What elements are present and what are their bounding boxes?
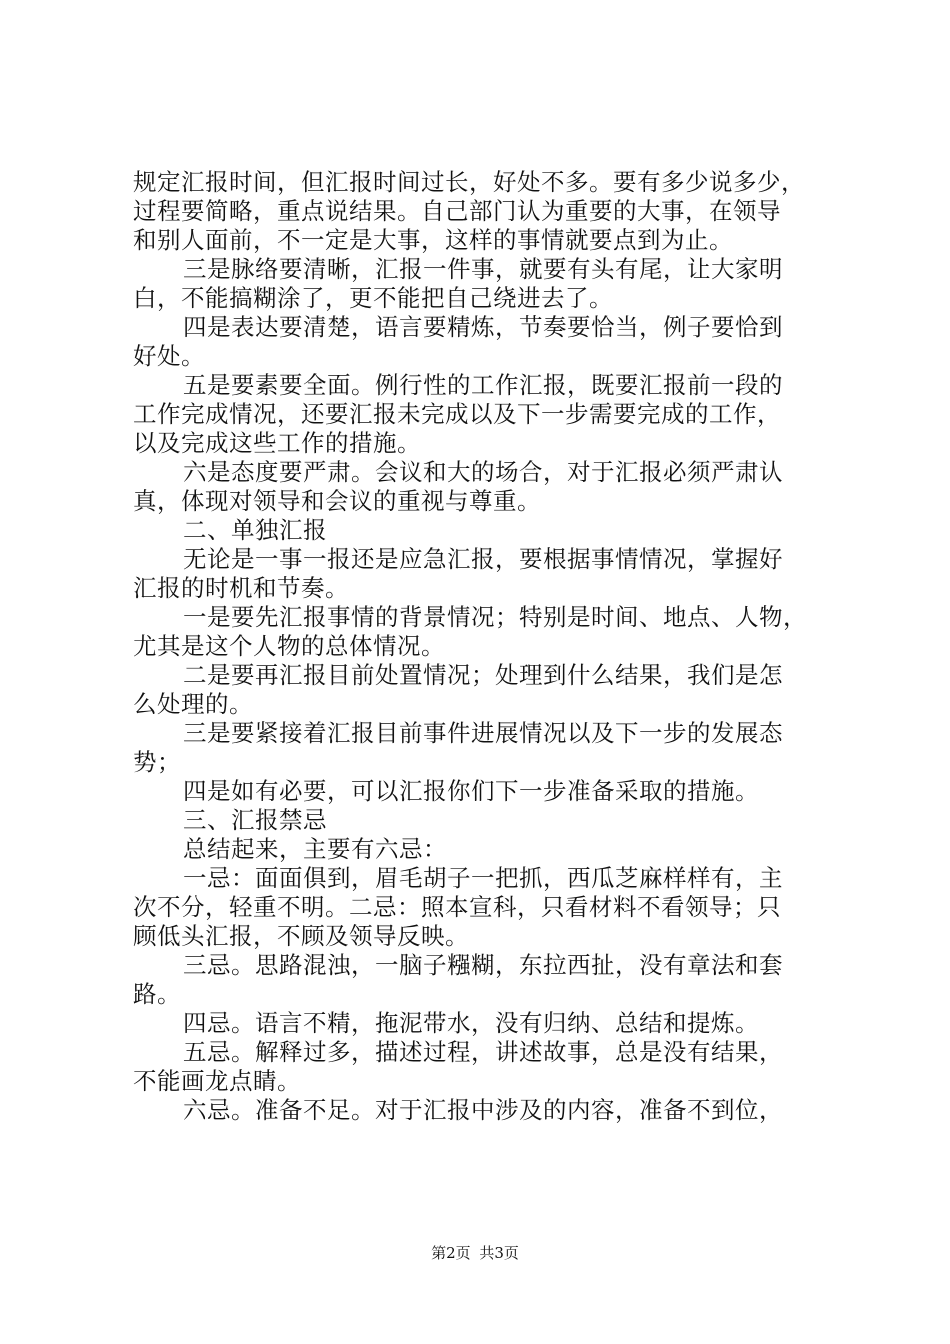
page-total: 共3页 [479,1244,519,1262]
text-line: 三是脉络要清晰，汇报一件事，就要有头有尾，让大家明 [183,255,783,283]
text-line: 二、单独汇报 [183,516,327,544]
text-line: 四是表达要清楚，语言要精炼，节奏要恰当，例子要恰到 [183,313,783,341]
text-line: 六忌。准备不足。对于汇报中涉及的内容，准备不到位， [183,1096,783,1124]
text-line: 白，不能搞糊涂了，更不能把自己绕进去了。 [133,284,613,312]
text-line: 无论是一事一报还是应急汇报，要根据事情情况，掌握好 [183,545,783,573]
text-line: 五是要素要全面。例行性的工作汇报，既要汇报前一段的 [183,371,783,399]
text-line: 次不分，轻重不明。二忌：照本宣科，只看材料不看领导；只 [133,893,781,921]
text-line: 一是要先汇报事情的背景情况；特别是时间、地点、人物， [183,603,807,631]
text-line: 一忌：面面俱到，眉毛胡子一把抓，西瓜芝麻样样有，主 [183,864,783,892]
text-line: 过程要简略，重点说结果。自己部门认为重要的大事，在领导 [133,197,781,225]
text-line: 二是要再汇报目前处置情况；处理到什么结果，我们是怎 [183,661,783,689]
text-line: 好处。 [133,342,205,370]
text-line: 三是要紧接着汇报目前事件进展情况以及下一步的发展态 [183,719,783,747]
text-line: 三忌。思路混浊，一脑子糨糊，东拉西扯，没有章法和套 [183,951,783,979]
text-line: 五忌。解释过多，描述过程，讲述故事，总是没有结果， [183,1038,783,1066]
text-line: 尤其是这个人物的总体情况。 [133,632,445,660]
text-line: 三、汇报禁忌 [183,806,327,834]
text-line: 工作完成情况，还要汇报未完成以及下一步需要完成的工作， [133,400,781,428]
text-line: 汇报的时机和节奏。 [133,574,349,602]
text-line: 势； [133,748,181,776]
text-line: 总结起来，主要有六忌： [183,835,447,863]
text-line: 么处理的。 [133,690,253,718]
text-line: 规定汇报时间，但汇报时间过长，好处不多。要有多少说多少， [133,168,805,196]
text-line: 真，体现对领导和会议的重视与尊重。 [133,487,541,515]
text-line: 不能画龙点睛。 [133,1067,301,1095]
text-line: 路。 [133,980,181,1008]
page-number: 第2页 [431,1244,471,1262]
text-line: 和别人面前，不一定是大事，这样的事情就要点到为止。 [133,226,733,254]
text-line: 顾低头汇报，不顾及领导反映。 [133,922,469,950]
text-line: 四是如有必要，可以汇报你们下一步准备采取的措施。 [183,777,759,805]
text-line: 六是态度要严肃。会议和大的场合，对于汇报必须严肃认 [183,458,783,486]
text-line: 以及完成这些工作的措施。 [133,429,421,457]
document-body [133,168,833,1125]
text-line: 四忌。语言不精，拖泥带水，没有归纳、总结和提炼。 [183,1009,759,1037]
page-footer [0,1243,950,1263]
